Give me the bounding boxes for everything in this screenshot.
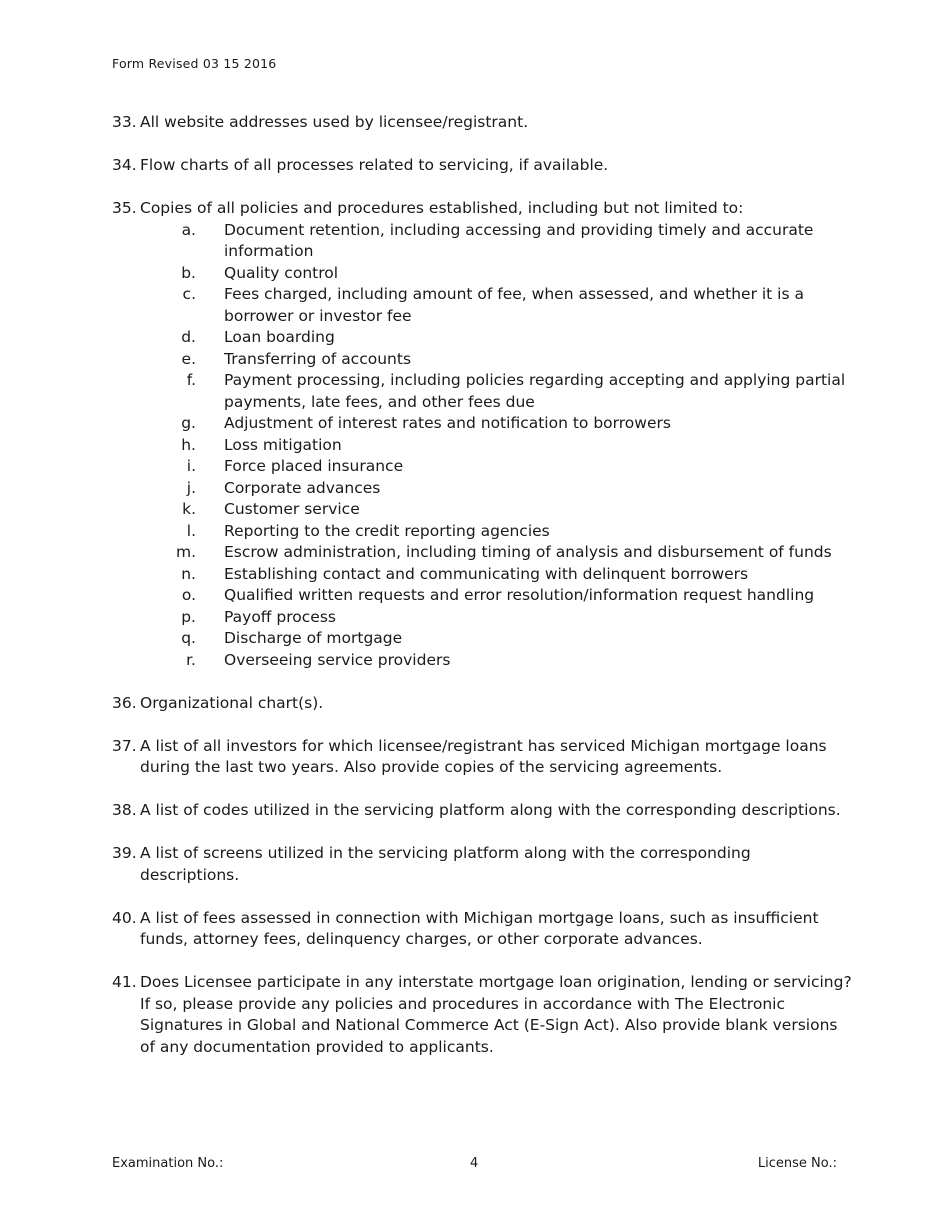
sub-text: Quality control [224,263,339,282]
item-number: 33. [112,113,137,131]
sublist-item-k [168,499,852,521]
sub-text: Loss mitigation [224,435,342,454]
item-text: Flow charts of all processes related to servicing, if available. [140,156,609,174]
list-item-39 [112,843,852,886]
sublist-item-l [168,521,852,543]
sub-text: Fees charged, including amount of fee, when assessed, and whether it is a borrower or investor fee [224,285,804,325]
sub-letter: g. [181,414,196,432]
sublist-item-q [168,628,852,650]
list-item-38 [112,800,852,822]
sub-text: Force placed insurance [224,457,404,475]
sub-text: Overseeing service providers [224,650,451,669]
item-text: A list of codes utilized in the servicing platform along with the corresponding descriptions. [140,801,841,819]
sub-letter: h. [181,435,196,454]
sublist-item-h [168,435,852,457]
sublist-item-b [168,263,852,285]
sub-letter: d. [181,328,196,346]
form-revised-note: Form Revised 03 15 2016 [112,56,277,71]
list-item-36 [112,693,852,715]
item-number: 40. [112,908,137,927]
sub-letter: l. [186,521,196,540]
sub-text: Payoff process [224,607,336,626]
sub-text: Payment processing, including policies regarding accepting and applying partial payments, late fees, and other fees due [224,371,846,411]
sub-letter: j. [186,478,196,497]
list-item-37 [112,736,852,779]
sublist-item-i [168,456,852,478]
sublist-item-a [168,220,852,263]
sub-letter: f. [186,371,196,389]
sublist-item-g [168,413,852,435]
license-number-label: License No.: [757,1156,837,1171]
sub-letter: c. [182,285,196,303]
sub-text: Escrow administration, including timing of analysis and disbursement of funds [224,543,832,561]
sub-text: Discharge of mortgage [224,629,403,647]
sublist-item-r [168,650,852,672]
sub-text: Transferring of accounts [224,349,412,368]
list-item-33 [112,112,852,134]
sub-letter: r. [186,650,196,669]
item-text: Does Licensee participate in any interstate mortgage loan origination, lending or servicing? If so, please provide any policies and procedures in accordance with The Electronic Signatures in Global and National Commerce Act (E-Sign Act). Also provide blank versions of any documentation provided to applicants. [140,973,852,1056]
policy-sublist [168,220,852,672]
sub-text: Document retention, including accessing and providing timely and accurate information [224,220,814,260]
sub-letter: i. [186,457,196,475]
sublist-item-m [168,542,852,564]
sub-text: Corporate advances [224,478,381,497]
item-number: 39. [112,844,137,862]
sub-letter: n. [181,564,196,583]
sub-text: Loan boarding [224,328,335,346]
sub-letter: e. [181,349,196,368]
sub-letter: b. [181,263,196,282]
sublist-item-j [168,478,852,500]
item-text: A list of all investors for which licensee/registrant has serviced Michigan mortgage loans during the last two years. Also provide copies of the servicing agreements. [140,736,827,776]
item-number: 35. [112,199,137,217]
sub-text: Adjustment of interest rates and notification to borrowers [224,414,671,432]
sublist-item-o [168,585,852,607]
item-number: 38. [112,801,137,819]
item-number: 41. [112,973,137,991]
sublist-item-f [168,370,852,413]
sublist-item-c [168,284,852,327]
page-number: 4 [470,1156,479,1171]
sub-letter: m. [175,543,196,561]
list-item-40 [112,908,852,951]
list-item-35 [112,198,852,671]
sublist-item-n [168,564,852,586]
list-item-34 [112,155,852,177]
sub-letter: p. [181,607,196,626]
sublist-item-d [168,327,852,349]
item-number: 37. [112,736,137,755]
item-text: A list of screens utilized in the servicing platform along with the corresponding descriptions. [140,844,751,884]
sub-letter: q. [181,629,196,647]
sub-text: Qualified written requests and error resolution/information request handling [224,586,815,604]
document-body [112,112,852,1080]
sub-letter: a. [181,220,196,239]
item-text: Copies of all policies and procedures established, including but not limited to: [140,199,744,217]
sub-text: Customer service [224,500,360,518]
item-text: All website addresses used by licensee/registrant. [140,113,529,131]
sub-text: Establishing contact and communicating with delinquent borrowers [224,564,749,583]
item-text: A list of fees assessed in connection with Michigan mortgage loans, such as insufficient funds, attorney fees, delinquency charges, or other corporate advances. [140,908,819,948]
item-number: 34. [112,156,137,174]
sublist-item-p [168,607,852,629]
item-number: 36. [112,693,137,712]
sub-text: Reporting to the credit reporting agencies [224,521,550,540]
examination-number-label: Examination No.: [112,1156,224,1171]
list-item-41 [112,972,852,1058]
sub-letter: k. [182,500,196,518]
sublist-item-e [168,349,852,371]
sub-letter: o. [181,586,196,604]
item-text: Organizational chart(s). [140,693,324,712]
